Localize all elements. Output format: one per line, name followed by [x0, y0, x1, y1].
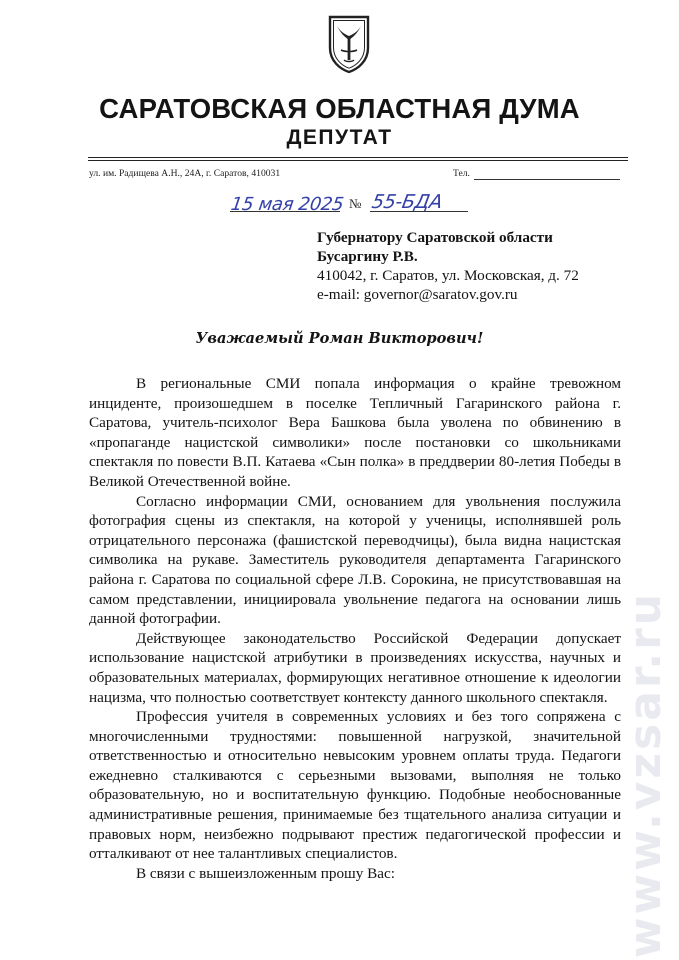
registration-date: 15 мая 2025 — [229, 194, 345, 215]
position-title: ДЕПУТАТ — [286, 126, 393, 149]
letter-body — [89, 374, 621, 883]
registration-number: 55-БДА — [370, 191, 445, 213]
paragraph: Действующее законодательство Российской Федерации допускает использование нацистской атрибутики в произведениях искусства, научных и образовательных материалах, формирующих негативное отношение к идеологии нацизма, что полностью соответствует контексту данного школьного спектакля. — [89, 629, 621, 706]
watermark — [620, 590, 672, 958]
sender-address: ул. им. Радищева А.Н., 24А, г. Саратов, 410031 — [89, 168, 281, 179]
recipient-email: e-mail: governor@saratov.gov.ru — [317, 286, 518, 303]
header-divider — [88, 157, 628, 158]
number-blank-line — [370, 211, 468, 212]
recipient-address: 410042, г. Саратов, ул. Московская, д. 72 — [317, 267, 579, 284]
org-name: САРАТОВСКАЯ ОБЛАСТНАЯ ДУМА — [99, 93, 580, 124]
recipient-title: Губернатору Саратовской области — [317, 229, 553, 246]
header-divider-thin — [88, 160, 628, 161]
tel-blank-line — [474, 179, 620, 180]
paragraph: Профессия учителя в современных условиях и без того сопряжена с многочисленными трудностями: повышенной нагрузкой, значительной ответственностью и относительно невысоким уровнем оплаты труда. Педагоги ежедневно сталкиваются с серьезными вызовами, выполняя не только образовательную, но и воспитательную функцию. Подобные необоснованные административные решения, принимаемые без тщательного анализа ситуации и правовых норм, неизбежно подрывают престиж педагогической профессии и отталкивают от нее талантливых специалистов. — [89, 708, 621, 863]
coat-of-arms-icon — [327, 14, 371, 74]
tel-label: Тел. — [453, 168, 470, 179]
number-sign: № — [349, 196, 362, 211]
watermark-text: www.vzsar.ru — [620, 590, 672, 958]
paragraph: В региональные СМИ попала информация о крайне тревожном инциденте, произошедшем в поселке Тепличный Гагаринского района г. Саратова, учитель-психолог Вера Башкова была уволена по обвинению в «пропаганде нацистской символики» после постановки со школьниками спектакля по повести В.П. Катаева «Сын полка» в преддверии 80-летия Победы в Великой Отечественной войне. — [89, 375, 621, 490]
greeting: Уважаемый Роман Викторович! — [195, 330, 484, 347]
date-blank-line — [230, 211, 340, 212]
recipient-name: Бусаргину Р.В. — [317, 248, 418, 265]
paragraph: Согласно информации СМИ, основанием для увольнения послужила фотография сцены из спектакля, на которой у ученицы, исполнявшей роль отрицательного персонажа (фашистской переводчицы), была видна нацистская символика на рукаве. Заместитель руководителя департамента Гагаринского района г. Саратова по социальной сфере Л.В. Сорокина, не присутствовавшая на самом представлении, инициировала увольнение педагога на основании лишь данной фотографии. — [89, 492, 621, 628]
paragraph: В связи с вышеизложенным прошу Вас: — [136, 864, 395, 882]
recipient-block — [317, 228, 579, 304]
